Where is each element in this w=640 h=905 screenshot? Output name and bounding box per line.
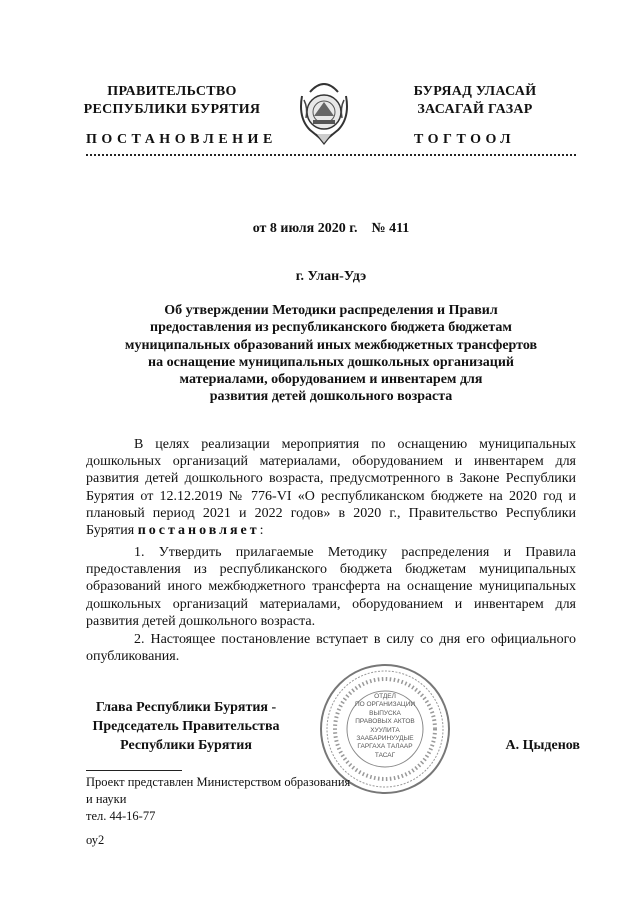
title-line: развития детей дошкольного возраста bbox=[209, 389, 453, 405]
footer-divider bbox=[86, 770, 182, 771]
preamble-emphasis: постановляет bbox=[137, 523, 260, 539]
stamp-line: ГАРГАХА ТАЛААР bbox=[357, 743, 413, 751]
footer-note bbox=[86, 774, 406, 825]
stamp-line: ПРАВОВЫХ АКТОВ bbox=[355, 718, 415, 726]
paragraph-preamble bbox=[86, 436, 576, 539]
title-line: муниципальных образований иных межбюджетных трансфертов bbox=[124, 337, 538, 353]
footer-line1: Проект представлен Министерством образования bbox=[86, 775, 351, 789]
stamp-line: ЗААБАРИНУУДЫЕ bbox=[356, 735, 414, 743]
coat-of-arms-emblem bbox=[296, 72, 352, 148]
doc-type-right: ТОГТООЛ bbox=[414, 132, 516, 147]
date-number: от 8 июля 2020 г. № 411 bbox=[252, 221, 410, 236]
header-left-line1: ПРАВИТЕЛЬСТВО bbox=[107, 84, 237, 99]
signature-position bbox=[86, 698, 286, 755]
city: г. Улан-Удэ bbox=[295, 269, 367, 284]
paragraph-item-1: 1. Утвердить прилагаемые Методику распределения и Правила предоставления из республиканского бюджета бюджетам муниципальных образований иного межбюджетного трансферта на оснащение муниципальных дошкольных организаций материалами, оборудованием и инвентарем для развития детей дошкольного возраста. bbox=[86, 545, 576, 629]
title-line: Об утверждении Методики распределения и Правил bbox=[164, 303, 498, 318]
header-divider bbox=[86, 154, 576, 156]
header-left bbox=[72, 83, 272, 119]
stamp-line: ОТДЕЛ bbox=[374, 693, 396, 700]
footer-line2: и науки bbox=[86, 792, 127, 806]
signatory-name: А. Цыденов bbox=[505, 738, 580, 753]
stamp-line: ТАСАГ bbox=[374, 751, 396, 759]
header-right-line1: БУРЯАД УЛАСАЙ bbox=[413, 84, 537, 99]
stamp-text bbox=[345, 693, 425, 760]
title-line: материалами, оборудованием и инвентарем для bbox=[179, 372, 483, 388]
document-title bbox=[86, 302, 576, 406]
footer-code: оу2 bbox=[86, 833, 105, 847]
paragraph-item-2: 2. Настоящее постановление вступает в силу со дня его официального опубликования. bbox=[86, 632, 576, 665]
preamble-end: : bbox=[259, 523, 264, 539]
header-right bbox=[385, 83, 565, 119]
stamp-line: ПО ОРГАНИЗАЦИИ bbox=[354, 701, 416, 709]
title-line: на оснащение муниципальных дошкольных организаций bbox=[148, 354, 514, 370]
footer-line3: тел. 44-16-77 bbox=[86, 809, 156, 823]
signature-line3: Республики Бурятия bbox=[120, 738, 252, 753]
stamp-line: ВЫПУСКА bbox=[369, 709, 401, 717]
signature-line2: Председатель Правительства bbox=[92, 719, 280, 734]
title-line: предоставления из республиканского бюджета бюджетам bbox=[150, 320, 512, 336]
stamp-line: ХУУЛИТА bbox=[370, 726, 400, 734]
preamble-text: В целях реализации мероприятия по оснащению муниципальных дошкольных организаций материалами, оборудованием и инвентарем для развития детей дошкольного возраста, предусмотренного в Законе Республики Бурятия от 12.12.2019 № 776-VI «О республиканском бюджете на 2020 год и плановый период 2021 и 2022 годов» в 2020 г., Правительство Республики Бурятия bbox=[86, 437, 576, 539]
header-left-line2: РЕСПУБЛИКИ БУРЯТИЯ bbox=[83, 102, 261, 117]
doc-type-left: ПОСТАНОВЛЕНИЕ bbox=[86, 132, 277, 147]
header-right-line2: ЗАСАГАЙ ГАЗАР bbox=[417, 102, 533, 117]
signature-line1: Глава Республики Бурятия - bbox=[95, 700, 277, 715]
